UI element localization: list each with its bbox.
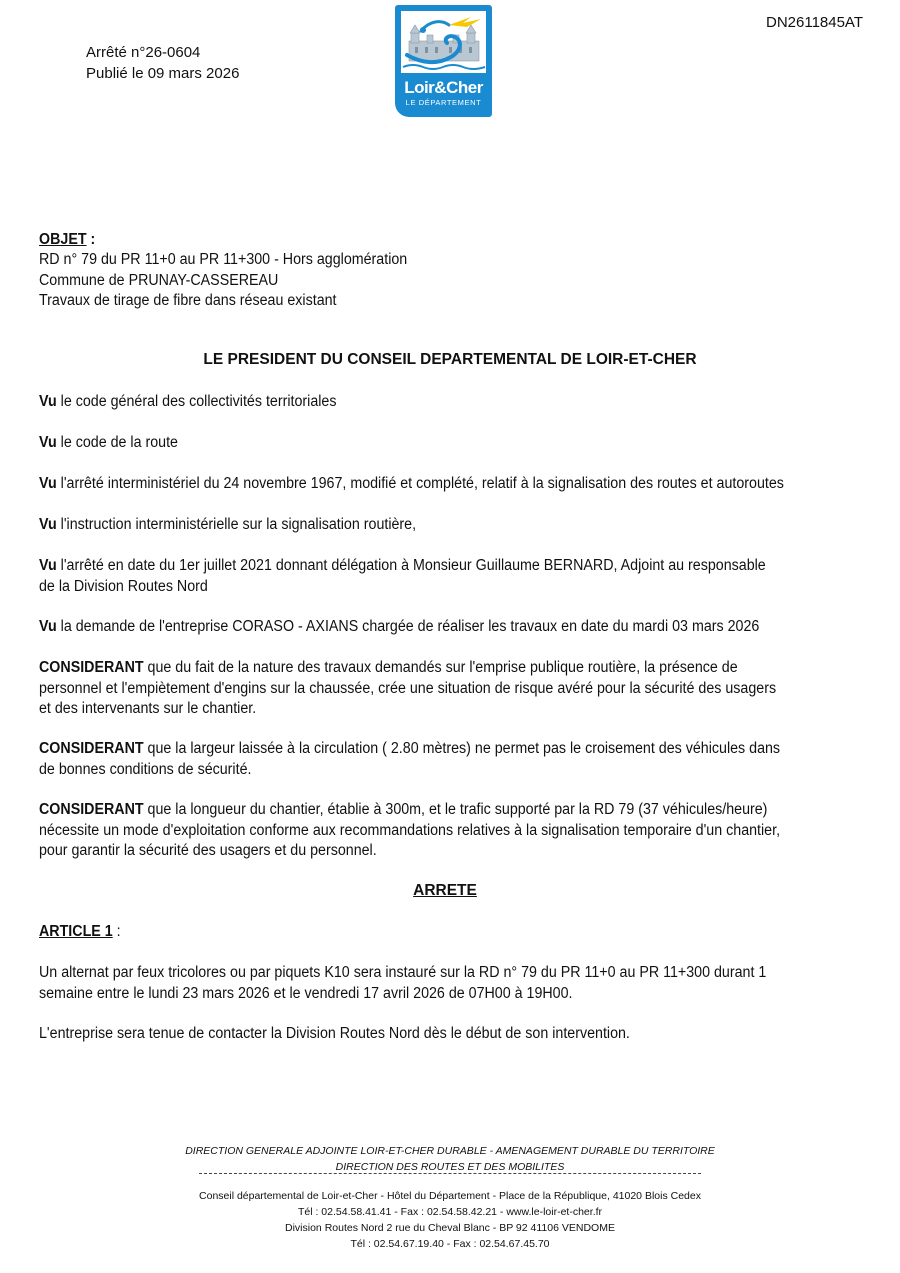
considerant-text: que la largeur laissée à la circulation ( 2.80 mètres) ne permet pas le croisement des véhicules dans de bonnes conditions de sécurité. [39,740,781,778]
logo-subtitle: LE DÉPARTEMENT [405,98,482,107]
loir-et-cher-logo [395,5,492,117]
vu-lead: Vu [39,618,57,635]
president-heading: LE PRESIDENT DU CONSEIL DEPARTEMENTAL DE LOIR-ET-CHER [203,351,697,368]
footer-contact [0,1188,900,1252]
objet-line: Travaux de tirage de fibre dans réseau existant [39,292,337,309]
vu-text: l'instruction interministérielle sur la signalisation routière, [56,516,417,533]
considerant-lead: CONSIDERANT [39,659,144,676]
article-1-paragraph: Un alternat par feux tricolores ou par piquets K10 sera instauré sur la RD n° 79 du PR 11+0 au PR 11+300 durant 1 semaine entre le lundi 23 mars 2026 et le vendredi 17 avril 2026 de 07H00 à 19H00. [39,964,767,1002]
vu-text: le code de la route [56,434,178,451]
article-1-label: ARTICLE 1 [39,923,113,940]
vu-text: l'arrêté en date du 1er juillet 2021 donnant délégation à Monsieur Guillaume BERNARD, Adjoint au responsable de la Division Routes Nord [39,557,766,595]
vu-paragraph [39,474,784,495]
logo-name: Loir&Cher [404,78,483,97]
article-1-paragraph: L'entreprise sera tenue de contacter la Division Routes Nord dès le début de son intervention. [39,1025,630,1042]
vu-lead: Vu [39,475,57,492]
objet-line: RD n° 79 du PR 11+0 au PR 11+300 - Hors agglomération [39,251,408,268]
arrete-header [86,42,239,84]
footer-divider [199,1173,701,1174]
footer-direction [0,1143,900,1175]
arrete-number: Arrêté n°26-0604 [86,44,201,61]
vu-lead: Vu [39,516,57,533]
document-id: DN2611845AT [765,14,863,31]
vu-text: le code général des collectivités territoriales [56,393,337,410]
objet-colon: : [86,231,96,248]
footer-contact-line: Tél : 02.54.58.41.41 - Fax : 02.54.58.42.21 - www.le-loir-et-cher.fr [297,1206,603,1218]
objet-line: Commune de PRUNAY-CASSEREAU [39,271,279,289]
considerant-text: que du fait de la nature des travaux demandés sur l'emprise publique routière, la présence de personnel et l'empiètement d'engins sur la chaussée, crée une situation de risque avéré pour la sécurité des usagers et des intervenants sur le chantier. [39,659,777,717]
vu-text: la demande de l'entreprise CORASO - AXIANS chargée de réaliser les travaux en date du mardi 03 mars 2026 [56,618,760,635]
footer-contact-line: Division Routes Nord 2 rue du Cheval Blanc - BP 92 41106 VENDOME [285,1222,615,1234]
considerant-paragraph [39,800,784,862]
vu-paragraph [39,556,784,597]
salamander-castle-logo-icon [401,11,486,73]
objet-heading [39,230,784,251]
arrete-title: ARRETE [413,882,477,899]
footer-contact-line: Tél : 02.54.67.19.40 - Fax : 02.54.67.45.70 [350,1238,550,1250]
considerant-paragraph [39,739,784,780]
objet-lines [39,250,784,312]
footer-direction-line: DIRECTION GENERALE ADJOINTE LOIR-ET-CHER DURABLE - AMENAGEMENT DURABLE DU TERRITOIRE [185,1145,715,1157]
considerant-paragraph [39,658,784,720]
vu-paragraph [39,617,784,638]
vu-lead: Vu [39,434,57,451]
vu-lead: Vu [39,557,57,574]
considerant-lead: CONSIDERANT [39,801,144,818]
footer-direction-line: DIRECTION DES ROUTES ET DES MOBILITES [335,1161,565,1173]
vu-lead: Vu [39,393,57,410]
footer-contact-line: Conseil départemental de Loir-et-Cher - Hôtel du Département - Place de la République, 41020 Blois Cedex [199,1190,701,1202]
vu-paragraph [39,515,784,536]
vu-text: l'arrêté interministériel du 24 novembre 1967, modifié et complété, relatif à la signalisation des routes et autoroutes [56,475,784,492]
vu-paragraph [39,392,784,413]
vu-paragraph [39,433,784,454]
article-1-colon: : [112,923,121,940]
considerant-lead: CONSIDERANT [39,740,144,757]
article-1-heading [39,922,784,943]
objet-label: OBJET [39,231,87,248]
publication-date: Publié le 09 mars 2026 [86,65,240,82]
considerant-text: que la longueur du chantier, établie à 300m, et le trafic supporté par la RD 79 (37 véhicules/heure) nécessite un mode d'exploitation conforme aux recommandations relatives à la signalisation temporaire d'un chantier, pour garantir la sécurité des usagers et du personnel. [39,801,781,859]
